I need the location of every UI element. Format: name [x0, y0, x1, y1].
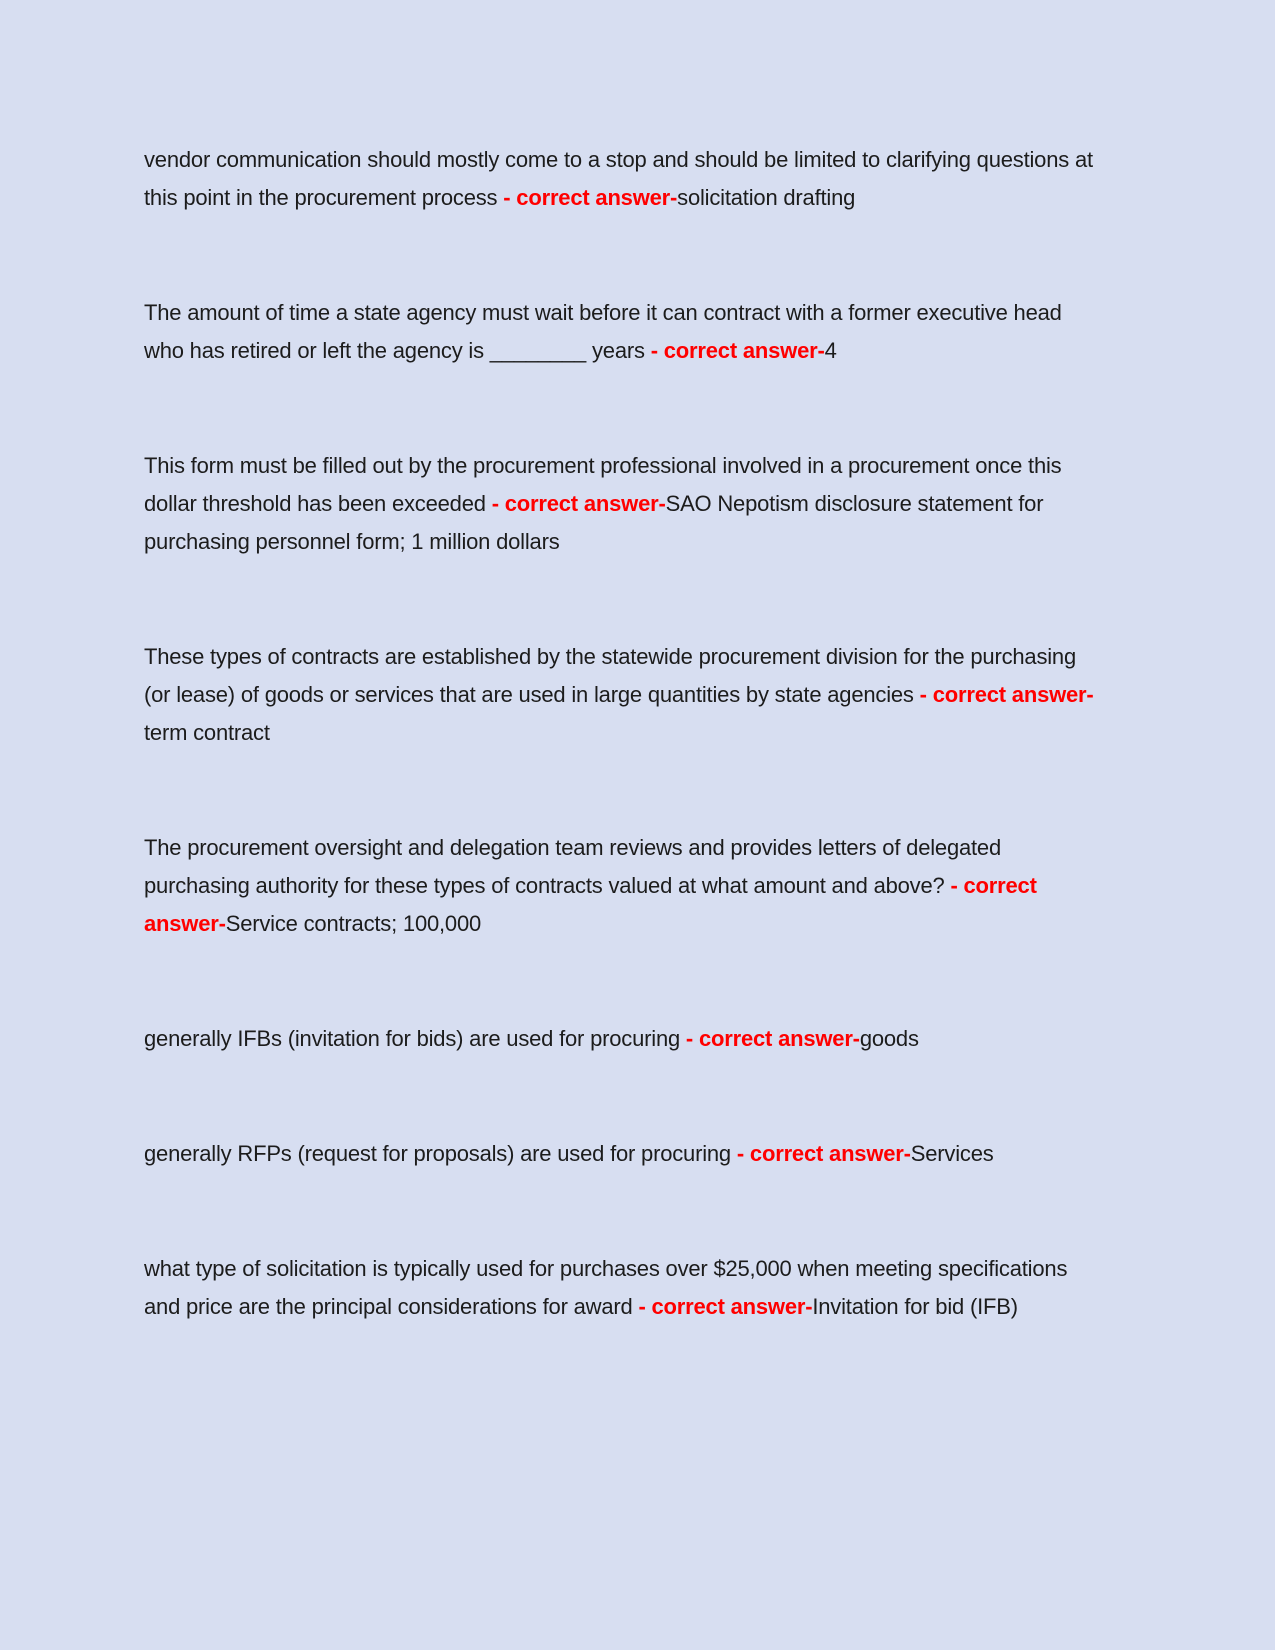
- correct-answer-marker: - correct answer-: [685, 1026, 860, 1051]
- qa-paragraph: [144, 1250, 1106, 1326]
- question-text: The amount of time a state agency must wait before it can contract with a former executive head who has retired or left the agency is ________ years: [144, 300, 1062, 363]
- qa-paragraph: [144, 638, 1106, 752]
- answer-text: SAO Nepotism disclosure statement for purchasing personnel form; 1 million dollars: [144, 491, 1044, 554]
- answer-text: 4: [824, 338, 837, 363]
- answer-text: goods: [859, 1026, 919, 1051]
- answer-text: Services: [910, 1141, 994, 1166]
- correct-answer-marker: - correct answer-: [638, 1294, 813, 1319]
- question-text: This form must be filled out by the procurement professional involved in a procurement once this dollar threshold has been exceeded: [144, 453, 1062, 516]
- question-text: vendor communication should mostly come to a stop and should be limited to clarifying questions at this point in the procurement process: [144, 147, 1093, 210]
- answer-text: term contract: [144, 720, 270, 745]
- correct-answer-marker: - correct answer-: [919, 682, 1094, 707]
- question-text: The procurement oversight and delegation team reviews and provides letters of delegated purchasing authority for these types of contracts valued at what amount and above?: [144, 835, 1002, 898]
- qa-paragraph: [144, 294, 1106, 370]
- qa-paragraph: [144, 829, 1106, 943]
- question-text: generally RFPs (request for proposals) are used for procuring: [144, 1141, 737, 1166]
- correct-answer-marker: - correct answer-: [491, 491, 666, 516]
- correct-answer-marker: - correct answer-: [650, 338, 825, 363]
- correct-answer-marker: - correct answer-: [144, 873, 1037, 936]
- question-text: what type of solicitation is typically used for purchases over $25,000 when meeting specifications and price are the principal considerations for award: [144, 1256, 1068, 1319]
- qa-paragraph: [144, 447, 1106, 561]
- qa-paragraph: [144, 1135, 1106, 1173]
- answer-text: solicitation drafting: [677, 185, 856, 210]
- correct-answer-marker: - correct answer-: [736, 1141, 911, 1166]
- qa-paragraph: [144, 141, 1106, 217]
- correct-answer-marker: - correct answer-: [503, 185, 678, 210]
- question-text: generally IFBs (invitation for bids) are used for procuring: [144, 1026, 686, 1051]
- question-text: These types of contracts are established by the statewide procurement division for the purchasing (or lease) of goods or services that are used in large quantities by state agencies: [144, 644, 1077, 707]
- answer-text: Invitation for bid (IFB): [812, 1294, 1018, 1319]
- qa-paragraph: [144, 1020, 1106, 1058]
- answer-text: Service contracts; 100,000: [225, 911, 482, 936]
